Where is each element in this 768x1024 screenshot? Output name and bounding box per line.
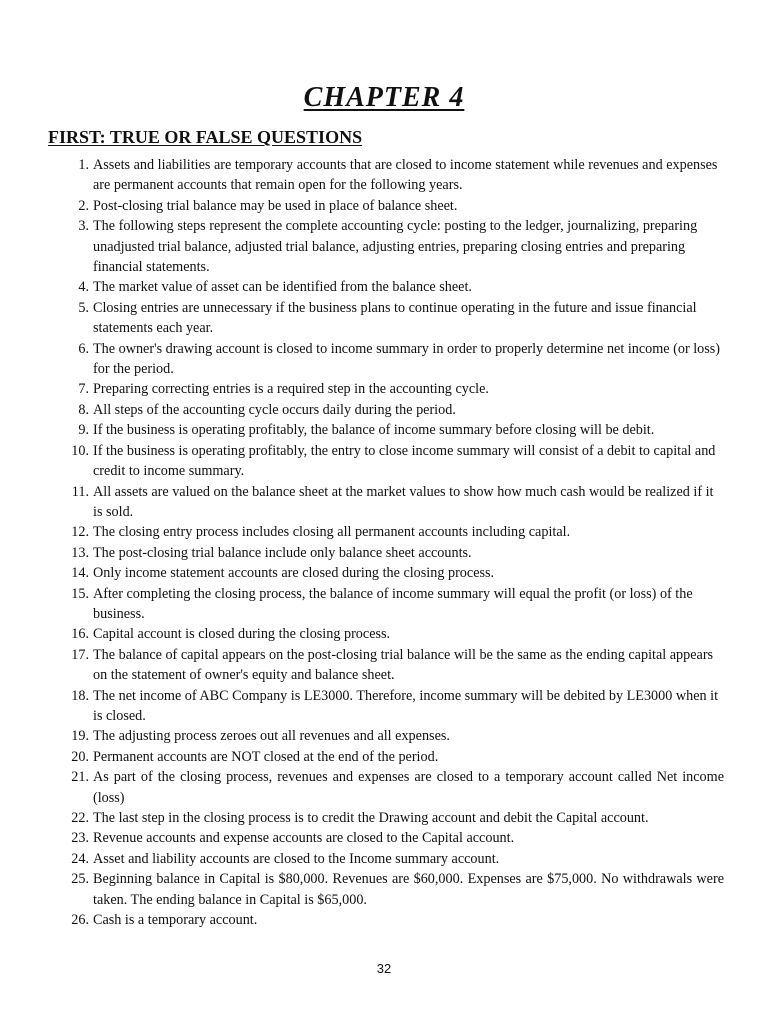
question-number: 11. xyxy=(71,483,89,500)
question-number: 21. xyxy=(71,769,89,786)
question-item xyxy=(48,155,724,196)
question-item xyxy=(48,277,724,297)
question-item xyxy=(48,339,724,380)
question-text: Closing entries are unnecessary if the business plans to continue operating in the future and issue financial statements each year. xyxy=(93,299,697,337)
question-text: Permanent accounts are NOT closed at the end of the period. xyxy=(93,748,439,765)
question-item xyxy=(48,420,724,440)
question-number: 19. xyxy=(71,728,89,745)
question-item xyxy=(48,645,724,686)
question-item xyxy=(48,808,724,828)
question-number: 24. xyxy=(71,850,89,867)
question-text: As part of the closing process, revenues and expenses are closed to a temporary account called Net income (loss) xyxy=(93,769,724,806)
question-text: The post-closing trial balance include only balance sheet accounts. xyxy=(93,544,472,561)
question-item xyxy=(48,563,724,583)
question-number: 6. xyxy=(78,340,89,357)
question-item xyxy=(48,196,724,216)
question-list xyxy=(48,155,724,930)
question-item xyxy=(48,849,724,869)
question-number: 15. xyxy=(71,585,89,602)
question-text: Preparing correcting entries is a required step in the accounting cycle. xyxy=(93,381,489,398)
question-item xyxy=(48,624,724,644)
question-item xyxy=(48,767,724,808)
question-number: 22. xyxy=(71,810,89,826)
question-text: Capital account is closed during the closing process. xyxy=(93,626,391,643)
question-text: The last step in the closing process is to credit the Drawing account and debit the Capital account. xyxy=(93,810,649,826)
question-number: 1. xyxy=(78,157,89,173)
question-item xyxy=(48,441,724,482)
question-text: The net income of ABC Company is LE3000. Therefore, income summary will be debited by LE3000 when it is closed. xyxy=(93,687,719,724)
question-item xyxy=(48,910,724,930)
question-number: 18. xyxy=(71,687,89,704)
question-text: Asset and liability accounts are closed to the Income summary account. xyxy=(93,850,500,867)
question-text: The balance of capital appears on the post-closing trial balance will be the same as the ending capital appears on the statement of owner's equity and balance sheet. xyxy=(93,646,714,684)
question-item xyxy=(48,298,724,339)
question-number: 14. xyxy=(71,565,89,582)
question-number: 4. xyxy=(78,279,89,296)
section-heading: FIRST: TRUE OR FALSE QUESTIONS xyxy=(48,127,363,147)
question-number: 3. xyxy=(78,218,89,235)
question-number: 9. xyxy=(78,422,89,439)
question-item xyxy=(48,400,724,420)
question-item xyxy=(48,726,724,746)
question-number: 13. xyxy=(71,544,89,561)
question-item xyxy=(48,379,724,399)
question-text: All steps of the accounting cycle occurs daily during the period. xyxy=(93,401,456,418)
question-text: If the business is operating profitably, the balance of income summary before closing will be debit. xyxy=(93,422,655,439)
question-item xyxy=(48,543,724,563)
question-text: The owner's drawing account is closed to income summary in order to properly determine net income (or loss) for the period. xyxy=(93,340,721,378)
question-number: 8. xyxy=(78,401,89,418)
question-number: 16. xyxy=(71,626,89,643)
question-text: If the business is operating profitably, the entry to close income summary will consist of a debit to capital and credit to income summary. xyxy=(93,442,716,480)
question-item xyxy=(48,482,724,523)
page-number: 32 xyxy=(376,961,392,976)
question-number: 20. xyxy=(71,748,89,765)
question-text: After completing the closing process, the balance of income summary will equal the profit (or loss) of the business. xyxy=(93,585,693,622)
question-item xyxy=(48,216,724,277)
question-number: 5. xyxy=(78,299,89,316)
question-text: The adjusting process zeroes out all revenues and all expenses. xyxy=(93,728,450,745)
question-item xyxy=(48,584,724,625)
question-number: 7. xyxy=(78,381,89,398)
question-text: Revenue accounts and expense accounts are closed to the Capital account. xyxy=(93,830,515,847)
question-number: 23. xyxy=(71,830,89,847)
question-item xyxy=(48,828,724,848)
question-number: 25. xyxy=(71,871,89,888)
question-text: Assets and liabilities are temporary accounts that are closed to income statement while revenues and expenses are permanent accounts that remain open for the following years. xyxy=(93,157,718,194)
question-item xyxy=(48,686,724,727)
question-text: Post-closing trial balance may be used in place of balance sheet. xyxy=(93,197,458,214)
question-text: Cash is a temporary account. xyxy=(93,912,258,929)
chapter-title: CHAPTER 4 xyxy=(303,82,465,113)
question-item xyxy=(48,747,724,767)
question-number: 26. xyxy=(71,912,89,929)
question-number: 17. xyxy=(71,646,89,663)
question-text: The closing entry process includes closing all permanent accounts including capital. xyxy=(93,524,571,541)
question-text: The following steps represent the complete accounting cycle: posting to the ledger, journalizing, preparing unadjusted trial balance, adjusted trial balance, adjusting entries, preparing closing entries and preparing financial statements. xyxy=(93,218,698,276)
question-text: Only income statement accounts are closed during the closing process. xyxy=(93,565,495,582)
question-text: The market value of asset can be identified from the balance sheet. xyxy=(93,279,472,296)
question-text: All assets are valued on the balance sheet at the market values to show how much cash would be realized if it is sold. xyxy=(93,483,714,520)
question-text: Beginning balance in Capital is $80,000. Revenues are $60,000. Expenses are $75,000. No withdrawals were taken. The ending balance in Capital is $65,000. xyxy=(93,871,724,908)
question-number: 10. xyxy=(71,442,89,459)
question-number: 2. xyxy=(78,197,89,214)
question-item xyxy=(48,522,724,542)
question-item xyxy=(48,869,724,910)
question-number: 12. xyxy=(71,524,89,541)
